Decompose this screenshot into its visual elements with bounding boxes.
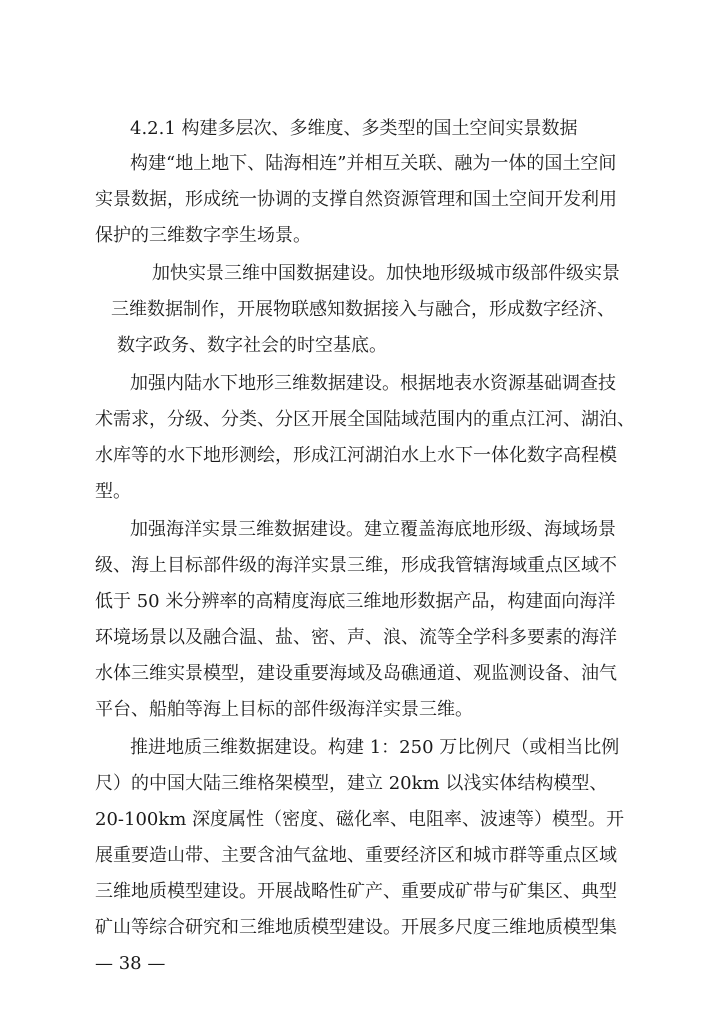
paragraph-line: 矿山等综合研究和三维地质模型建设。开展多尺度三维地质模型集 xyxy=(95,917,617,938)
section-heading: 4.2.1 构建多层次、多维度、多类型的国土空间实景数据 xyxy=(130,118,578,139)
paragraph-line: 保护的三维数字孪生场景。 xyxy=(95,225,311,246)
paragraph-line: 平台、船舶等海上目标的部件级海洋实景三维。 xyxy=(95,699,473,720)
paragraph-line: 推进地质三维数据建设。构建 1：250 万比例尺（或相当比例 xyxy=(130,737,620,758)
paragraph-line: 加强内陆水下地形三维数据建设。根据地表水资源基础调查技 xyxy=(130,373,616,394)
paragraph-line: 构建“地上地下、陆海相连”并相互关联、融为一体的国土空间 xyxy=(130,153,617,174)
paragraph-line: 尺）的中国大陆三维格架模型，建立 20km 以浅实体结构模型、 xyxy=(95,773,608,794)
paragraph-line: 水库等的水下地形测绘，形成江河湖泊水上水下一体化数字高程模 xyxy=(95,445,617,466)
page-number: — 38 — xyxy=(95,953,166,974)
paragraph-line: 低于 50 米分辨率的高精度海底三维地形数据产品，构建面向海洋 xyxy=(95,591,616,612)
paragraph-line: 术需求，分级、分类、分区开展全国陆域范围内的重点江河、湖泊、 xyxy=(95,409,635,430)
paragraph-line: 三维地质模型建设。开展战略性矿产、重要成矿带与矿集区、典型 xyxy=(95,881,617,902)
paragraph-line: 水体三维实景模型，建设重要海域及岛礁通道、观监测设备、油气 xyxy=(95,663,617,684)
paragraph-line: 型。 xyxy=(95,481,131,502)
paragraph-line: 加快实景三维中国数据建设。加快地形级城市级部件级实景 xyxy=(152,263,620,284)
paragraph-line: 三维数据制作，开展物联感知数据接入与融合，形成数字经济、 xyxy=(111,299,615,320)
paragraph-line: 20-100km 深度属性（密度、磁化率、电阻率、波速等）模型。开 xyxy=(95,809,625,830)
paragraph-line: 级、海上目标部件级的海洋实景三维，形成我管辖海域重点区域不 xyxy=(95,555,617,576)
paragraph-line: 展重要造山带、主要含油气盆地、重要经济区和城市群等重点区域 xyxy=(95,845,617,866)
paragraph-line: 数字政务、数字社会的时空基底。 xyxy=(117,335,387,356)
paragraph-line: 加强海洋实景三维数据建设。建立覆盖海底地形级、海域场景 xyxy=(130,519,616,540)
paragraph-line: 实景数据，形成统一协调的支撑自然资源管理和国土空间开发利用 xyxy=(95,189,617,210)
paragraph-line: 环境场景以及融合温、盐、密、声、浪、流等全学科多要素的海洋 xyxy=(95,627,617,648)
